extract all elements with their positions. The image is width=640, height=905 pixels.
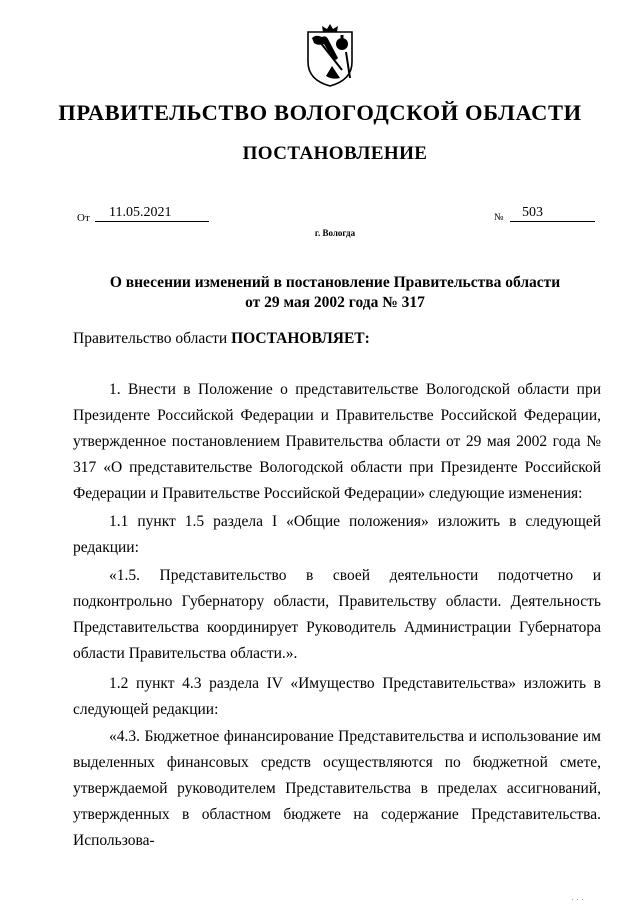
paragraph-1-2: 1.2 пункт 4.3 раздела IV «Имущество Представительства» изложить в следующей редакции: bbox=[73, 675, 601, 718]
document-type: ПОСТАНОВЛЕНИЕ bbox=[242, 143, 428, 164]
paragraph-1-5-text: «1.5. Представительство в своей деятельности подотчетно и подконтрольно Губернатору области, Правительству области. Деятельность Представительства координирует Руководитель Администрации Губернатора области Правительства области.». bbox=[73, 567, 601, 662]
paragraph-1-1: 1.1 пункт 1.5 раздела I «Общие положения» изложить в следующей редакции: bbox=[73, 513, 601, 556]
date-label: От bbox=[77, 212, 90, 224]
document-date: 11.05.2021 bbox=[95, 205, 209, 222]
preamble-lead: Правительство области bbox=[73, 330, 232, 347]
paragraph-4-3-text: «4.3. Бюджетное финансирование Представительства и использование им выделенных финансовых средств осуществляются по бюджетной смете, утверждаемой руководителем Представительства в пределах ассигнований, утвержденных в областном бюджете на содержание Представительства. Использова- bbox=[73, 728, 601, 849]
coat-of-arms-emblem bbox=[302, 22, 358, 88]
government-title: ПРАВИТЕЛЬСТВО ВОЛОГОДСКОЙ ОБЛАСТИ bbox=[58, 100, 582, 125]
subject-line-2: от 29 мая 2002 года № 317 bbox=[245, 294, 425, 311]
city-label: г. Вологда bbox=[314, 228, 356, 238]
subject-line-1: О внесении изменений в постановление Правительства области bbox=[109, 274, 561, 291]
preamble-decree: ПОСТАНОВЛЯЕТ: bbox=[231, 330, 370, 347]
paragraph-1: 1. Внести в Положение о представительстве Вологодской области при Президенте Российской Федерации и Правительстве Российской Федерации, утвержденное постановлением Правительства области от 29 мая 2002 года № 317 «О представительстве Вологодской области при Президенте Российской Федерации и Правительстве Российской Федерации» следующие изменения: bbox=[73, 381, 601, 502]
document-subject bbox=[60, 273, 610, 313]
document-number: 503 bbox=[510, 205, 595, 222]
number-label: № bbox=[494, 212, 504, 223]
page-footer-mark: . . . bbox=[572, 896, 585, 902]
preamble bbox=[73, 326, 601, 352]
